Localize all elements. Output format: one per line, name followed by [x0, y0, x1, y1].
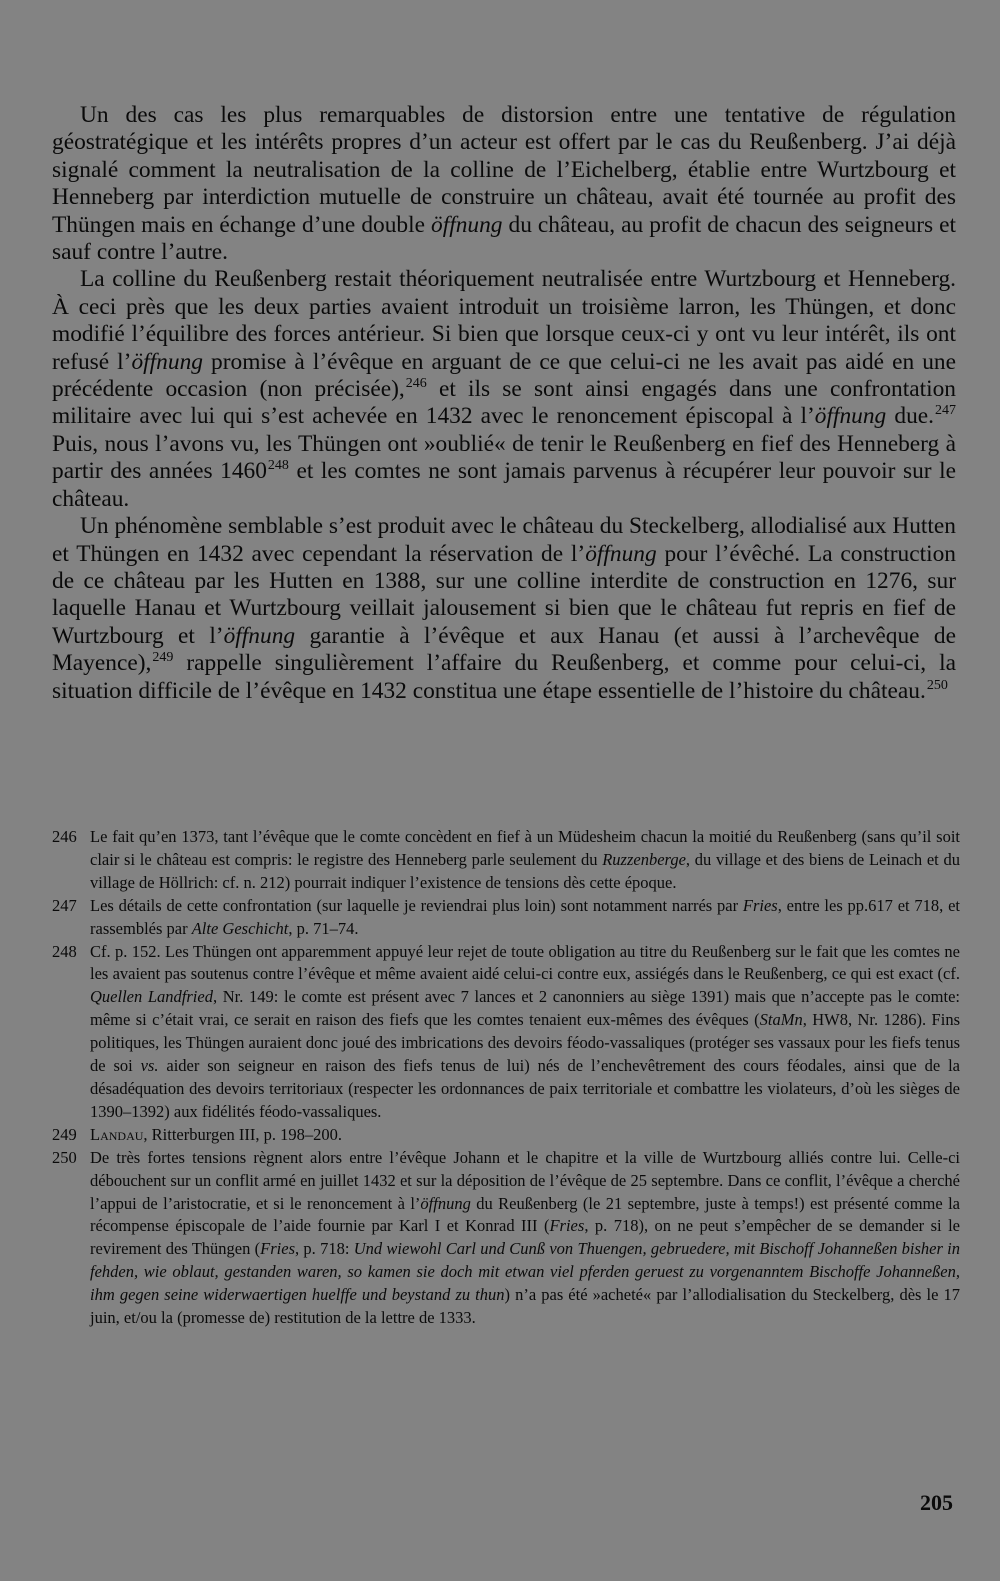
footnote-reference: 247 [935, 403, 957, 419]
text-run: , HW8, Nr. 1286). Fins politiques, les Thüngen auraient donc joué des imbrications des devoirs féodo-vassaliques (protéger ses vassaux pour les fiefs tenus de soi [90, 1010, 960, 1076]
footnote-number: 247 [52, 895, 77, 915]
italic-text: Und wiewohl Carl und Cunß von Thuengen, gebruedere, mit Bischoff Johanneßen bisher in fehden, wie oblaut, gestanden waren, so kamen sie doch mit etwan viel pferden geruest zu vorgenanntem Bischoffe Johanneßen, ihm gegen seine widerwaertigen huelffe und beystand zu thun [90, 1239, 960, 1305]
text-run: due. [886, 403, 935, 430]
text-run: De très fortes tensions règnent alors entre l’évêque Johann et le chapitre et la ville de Wurtzbourg alliés contre lui. Celle-ci débouchent sur un conflit armé en juillet 1432 et sur la déposition de l’évêque de 25 septembre. Dans ce conflit, l’évêque a cherché l’appui de l’aristocratie, et si le renoncement à l’ [90, 1147, 960, 1213]
italic-text: öffnung [131, 348, 203, 375]
italic-text: StaMn [759, 1010, 803, 1030]
text-run: aider son seigneur en raison des fiefs tenus de lui) nés de l’enchevêtrement des cours féodales, ainsi que de la désadéquation des devoirs territoriaux (respecter les ordonnances de paix territoriale et combattre les violateurs, d’où les sièges de 1390–1392) aux fidélités féodo-vassaliques. [90, 1056, 960, 1121]
page-number: 205 [920, 1490, 953, 1515]
text-run: , du village et des biens de Leinach et du village de Höllrich: cf. n. 212) pourrait indiquer l’existence de tensions dès cette époque. [90, 849, 960, 892]
italic-text: Alte Geschicht [191, 918, 289, 938]
text-run: et ils se sont ainsi engagés dans une confrontation militaire avec lui qui s’est achevée en 1432 avec le renoncement épiscopal à l’ [52, 376, 956, 430]
footnote-number: 248 [52, 941, 77, 961]
text-run: , p. 71–74. [288, 918, 359, 938]
footnote-number: 246 [52, 827, 77, 846]
italic-text: Fries [549, 1216, 585, 1236]
italic-text: öffnung [814, 403, 887, 430]
footnotes [52, 826, 960, 1330]
text-run: garantie à l’évêque et aux Hanau (et aussi à l’archevêque de Mayence), [52, 622, 956, 677]
italic-text: Ruzzenberge [602, 849, 686, 869]
italic-text: öffnung [585, 540, 657, 567]
text-run: , entre les pp.617 et 718, et rassemblés par [90, 895, 961, 938]
text-run: Le fait qu’en 1373, tant l’évêque que le comte concèdent en fief à un Müdesheim chacun la moitié du Reußenberg (sans qu’il soit clair si le château est compris: le registre des Henneberg parle seulement du [90, 827, 960, 869]
footnote-number: 250 [52, 1147, 77, 1167]
main-text [52, 102, 956, 705]
text-run: Un phénomène semblable s’est produit avec le château du Steckelberg, allodialisé aux Hutten et Thüngen en 1432 avec cependant la réservation de l’ [52, 513, 956, 567]
text-run: et les comtes ne sont jamais parvenus à récupérer leur pouvoir sur le château. [52, 458, 957, 512]
italic-text: öffnung [431, 211, 503, 238]
footnote-246 [52, 826, 960, 895]
footnote-249 [52, 1124, 960, 1147]
text-run: , Ritterburgen III, p. 198–200. [143, 1124, 343, 1144]
footnote-reference: 246 [405, 376, 427, 392]
text-run: La colline du Reußenberg restait théoriquement neutralisée entre Wurtzbourg et Henneberg. À ceci près que les deux parties avaient introduit un troisième larron, les Thüngen, et donc modifié l’équilibre des forces antérieur. Si bien que lorsque ceux-ci y ont vu leur intérêt, ils ont refusé l’ [52, 266, 956, 375]
text-run: , p. 718), on ne peut s’empêcher de se demander si le revirement des Thüngen ( [90, 1216, 960, 1259]
text-run: , p. 718: [295, 1239, 354, 1259]
footnote-248 [52, 941, 960, 1124]
text-run: rappelle singulièrement l’affaire du Reußenberg, et comme pour celui-ci, la situation difficile de l’évêque en 1432 constitua une étape essentielle de l’histoire du château. [52, 650, 956, 704]
italic-text: Fries [260, 1239, 296, 1259]
footnote-250 [52, 1147, 960, 1330]
text-run: Les détails de cette confrontation (sur laquelle je reviendrai plus loin) sont notamment narrés par [90, 895, 743, 915]
footnote-reference: 248 [267, 458, 289, 474]
footnote-247 [52, 895, 960, 941]
italic-text: öffnung [420, 1193, 471, 1213]
paragraph-3 [52, 513, 956, 705]
footnote-reference: 249 [152, 650, 174, 666]
text-run: , Nr. 149: le comte est présent avec 7 lances et 2 canonniers au siège 1391) mais que n’accepte pas le comte: même si c’était vrai, ce serait en raison des fiefs que les comtes tenaient eux-mêmes des évêques ( [90, 987, 960, 1030]
footnote-number: 249 [52, 1124, 77, 1144]
italic-text: Fries [742, 895, 778, 915]
italic-text: öffnung [223, 622, 296, 649]
paragraph-1 [52, 102, 956, 266]
text-run: Puis, nous l’avons vu, les Thüngen ont »oublié« de tenir le Reußenberg en fief des Henneberg à partir des années 1460 [52, 430, 956, 485]
text-run: du Reußenberg (le 21 septembre, juste à temps!) est présenté comme la récompense épiscopale de l’aide fournie par Karl I et Konrad III ( [90, 1193, 960, 1236]
text-run: du château, au profit de chacun des seigneurs et sauf contre l’autre. [52, 211, 956, 266]
paragraph-2 [52, 266, 956, 513]
text-run: Cf. p. 152. Les Thüngen ont apparemment appuyé leur rejet de toute obligation au titre du Reußenberg sur le fait que les comtes ne les avaient pas soutenus contre l’évêque et même avaient aidé celui-ci contre eux, assiégés dans le Reußenberg, ce qui est exact (cf. [90, 941, 960, 984]
italic-text: vs. [140, 1056, 159, 1076]
author-name: Landau [90, 1124, 144, 1144]
footnote-reference: 250 [926, 677, 948, 693]
italic-text: Quellen Landfried [90, 987, 213, 1007]
text-run: pour l’évêché. La construction de ce château par les Hutten en 1388, sur une colline interdite de construction en 1276, sur laquelle Hanau et Wurtzbourg veillait jalousement si bien que le château fut repris en fief de Wurtzbourg et l’ [52, 540, 956, 649]
text-run: ) n’a pas été »acheté« par l’allodialisation du Steckelberg, dès le 17 juin, et/ou la (promesse de) restitution de la lettre de 1333. [90, 1285, 960, 1328]
text-run: Un des cas les plus remarquables de distorsion entre une tentative de régulation géostratégique et les intérêts propres d’un acteur est offert par le cas du Reußenberg. J’ai déjà signalé comment la neutralisation de la colline de l’Eichelberg, établie entre Wurtzbourg et Henneberg par interdiction mutuelle de construire un château, avait été tournée au profit des Thüngen mais en échange d’une double [52, 102, 956, 238]
text-run: promise à l’évêque en arguant de ce que celui-ci ne les avait pas aidé en une précédente occasion (non précisée), [52, 348, 957, 403]
